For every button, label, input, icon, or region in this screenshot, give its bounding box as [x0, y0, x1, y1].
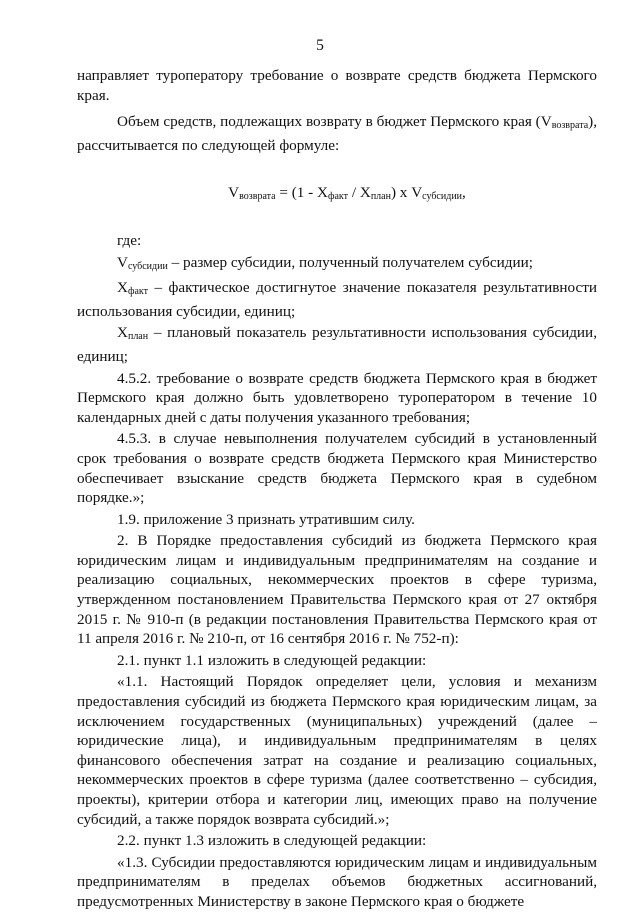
- paragraph-return-requirement: направляет туроператору требование о возврате средств бюджета Пермского края.: [77, 67, 597, 104]
- paragraph-return-volume: [77, 112, 597, 155]
- text-fragment: Объем средств, подлежащих возврату в бюджет Пермского края (V: [117, 113, 552, 131]
- clause-1-9: 1.9. приложение 3 признать утратившим силу.: [117, 510, 415, 528]
- definition-plan: [77, 323, 597, 366]
- formula-operator: ) х V: [390, 184, 423, 202]
- formula-subscript: план: [370, 191, 391, 203]
- definition-text: – фактическое достигнутое значение показателя результативности использования субсидии, единиц;: [77, 279, 597, 320]
- formula-operator: / X: [348, 184, 371, 202]
- formula-operator: = (1 - X: [275, 184, 329, 202]
- formula-subscript: факт: [328, 191, 349, 203]
- text-fragment: ), рассчитывается по следующей формуле:: [77, 113, 597, 154]
- definition-text: – плановый показатель результативности использования субсидии, единиц;: [77, 324, 597, 365]
- quoted-clause-1-1: «1.1. Настоящий Порядок определяет цели, условия и механизм предоставления субсидий из бюджета Пермского края юридическим лицам, за исключением государственных (муниципальных) учреждений (далее – юридические лица), и индивидуальным предпринимателям в целях финансового обеспечения затрат на создание и реализацию социальных, некоммерческих проектов в сфере туризма (далее соответственно – субсидия, проекты), критерии отбора и категории лиц, имеющих право на получение субсидий, а также порядок возврата субсидий.»;: [77, 673, 597, 828]
- definition-symbol: X: [117, 279, 128, 297]
- where-label: где:: [117, 231, 142, 249]
- definition-subscript: факт: [127, 286, 148, 298]
- clause-2-1: 2.1. пункт 1.1 изложить в следующей редакции:: [117, 651, 427, 669]
- definition-subscript: субсидии: [127, 260, 168, 272]
- clause-2-2: 2.2. пункт 1.3 изложить в следующей редакции:: [117, 832, 427, 850]
- formula: [77, 183, 597, 207]
- quoted-clause-1-3: «1.3. Субсидии предоставляются юридическим лицам и индивидуальным предпринимателям в пределах объемов бюджетных ассигнований, предусмотренных Министерству в законе Пермского края о бюджете: [77, 853, 597, 910]
- clause-2: 2. В Порядке предоставления субсидий из бюджета Пермского края юридическим лицам и индивидуальным предпринимателям на создание и реализацию социальных, некоммерческих проектов в сфере туризма, утвержденном постановлением Правительства Пермского края от 27 октября 2015 г. № 910-п (в редакции постановления Правительства Пермского края от 11 апреля 2016 г. № 210-п, от 16 сентября 2016 г. № 752-п):: [77, 532, 597, 648]
- document-body: [77, 66, 597, 912]
- definition-symbol: V: [117, 253, 128, 271]
- definition-subscript: план: [127, 331, 149, 343]
- formula-subscript: возврата: [239, 191, 276, 203]
- formula-end: ,: [462, 184, 466, 202]
- subscript: возврата: [551, 120, 589, 132]
- definition-fact: [77, 278, 597, 321]
- definition-symbol: X: [117, 324, 128, 342]
- page-number: 5: [316, 37, 324, 54]
- clause-4-5-2: 4.5.2. требование о возврате средств бюджета Пермского края в бюджет Пермского края должно быть удовлетворено туроператором в течение 10 календарных дней с даты получения указанного требования;: [77, 369, 597, 426]
- formula-symbol: V: [228, 184, 240, 202]
- definition-text: – размер субсидии, полученный получателем субсидии;: [167, 253, 533, 271]
- clause-4-5-3: 4.5.3. в случае невыполнения получателем субсидий в установленный срок требования о возврате средств бюджета Пермского края Министерство обеспечивает взыскание средств бюджета Пермского края в судебном порядке.»;: [77, 430, 597, 507]
- formula-subscript: субсидии: [422, 191, 463, 203]
- definition-subsidy: [77, 253, 597, 277]
